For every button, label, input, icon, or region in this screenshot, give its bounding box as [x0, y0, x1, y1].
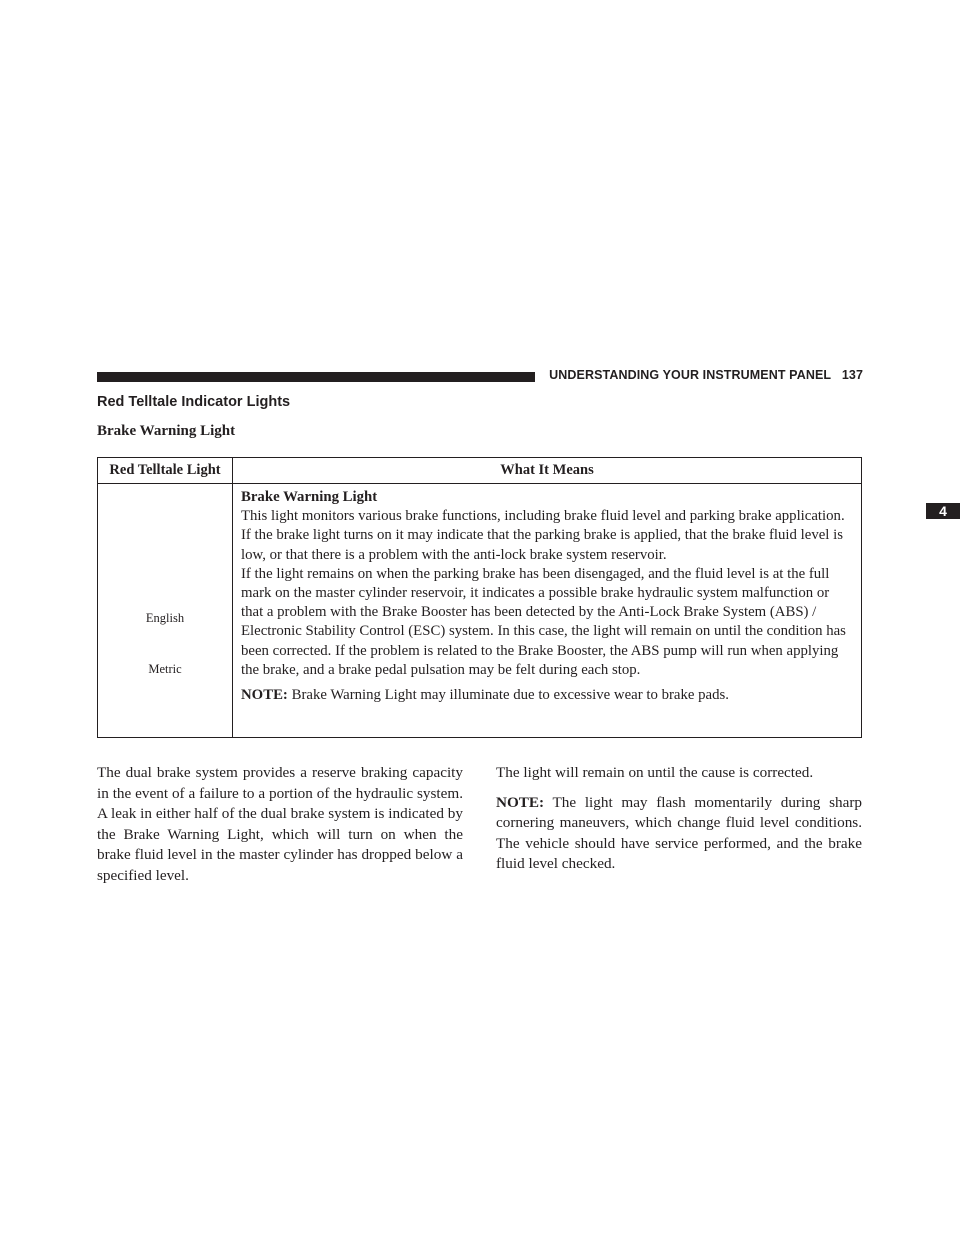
description-note — [241, 686, 853, 705]
description-paragraph-2: If the light remains on when the parking brake has been disengaged, and the fluid level is at the full mark on the master cylinder reservoir, it indicates a possible brake hydraulic system malfunction or that a problem with the Brake Booster has been detected by the Anti-Lock Brake System (ABS) / Electronic Stability Control (ESC) system. In this case, the light will remain on until the condition has been corrected. If the problem is related to the Brake Booster, the ABS pump will run when applying the brake, and a brake pedal pulsation may be felt during each stop. — [241, 565, 846, 678]
right-note-label: NOTE: — [496, 793, 545, 811]
right-note-text: The light may flash momentarily during sharp cornering maneuvers, which change fluid level conditions. The vehicle should have service performed, and the brake fluid level checked. — [496, 793, 862, 872]
running-header — [548, 368, 863, 382]
body-right-paragraph: The light will remain on until the cause is corrected. — [496, 764, 814, 781]
header-red-telltale-light: Red Telltale Light — [98, 458, 233, 484]
page-number: 137 — [841, 368, 863, 382]
table-header-row — [98, 458, 862, 484]
icon-label-metric: Metric — [148, 662, 182, 676]
running-title: UNDERSTANDING YOUR INSTRUMENT PANEL — [549, 368, 832, 382]
table-row — [98, 484, 862, 738]
description-paragraph-1: This light monitors various brake functions, including brake fluid level and parking brake application. If the brake light turns on it may indicate that the parking brake is applied, that the brake fluid level is low, or that there is a problem with the anti-lock brake system reservoir. — [241, 508, 845, 563]
header-what-it-means: What It Means — [233, 458, 862, 484]
body-right-note — [496, 793, 862, 875]
body-left-paragraph: The dual brake system provides a reserve braking capacity in the event of a failure to a portion of the hydraulic system. A leak in either half of the dual brake system is indicated by the Brake Warning Light, which will turn on when the brake fluid level in the master cylinder has dropped below a specified level. — [97, 764, 463, 884]
chapter-tab: 4 — [926, 503, 960, 519]
note-label: NOTE: — [241, 687, 288, 704]
telltale-description-cell — [233, 484, 862, 738]
section-title: Red Telltale Indicator Lights — [97, 394, 291, 410]
header-rule — [97, 372, 535, 382]
body-right-column — [496, 763, 862, 884]
telltale-table — [97, 457, 862, 738]
note-text: Brake Warning Light may illuminate due to excessive wear to brake pads. — [291, 687, 729, 704]
body-left-column — [97, 763, 463, 886]
subsection-title: Brake Warning Light — [97, 423, 236, 439]
icon-label-english: English — [145, 611, 185, 625]
description-title: Brake Warning Light — [241, 489, 378, 505]
telltale-icon-cell — [98, 484, 233, 738]
